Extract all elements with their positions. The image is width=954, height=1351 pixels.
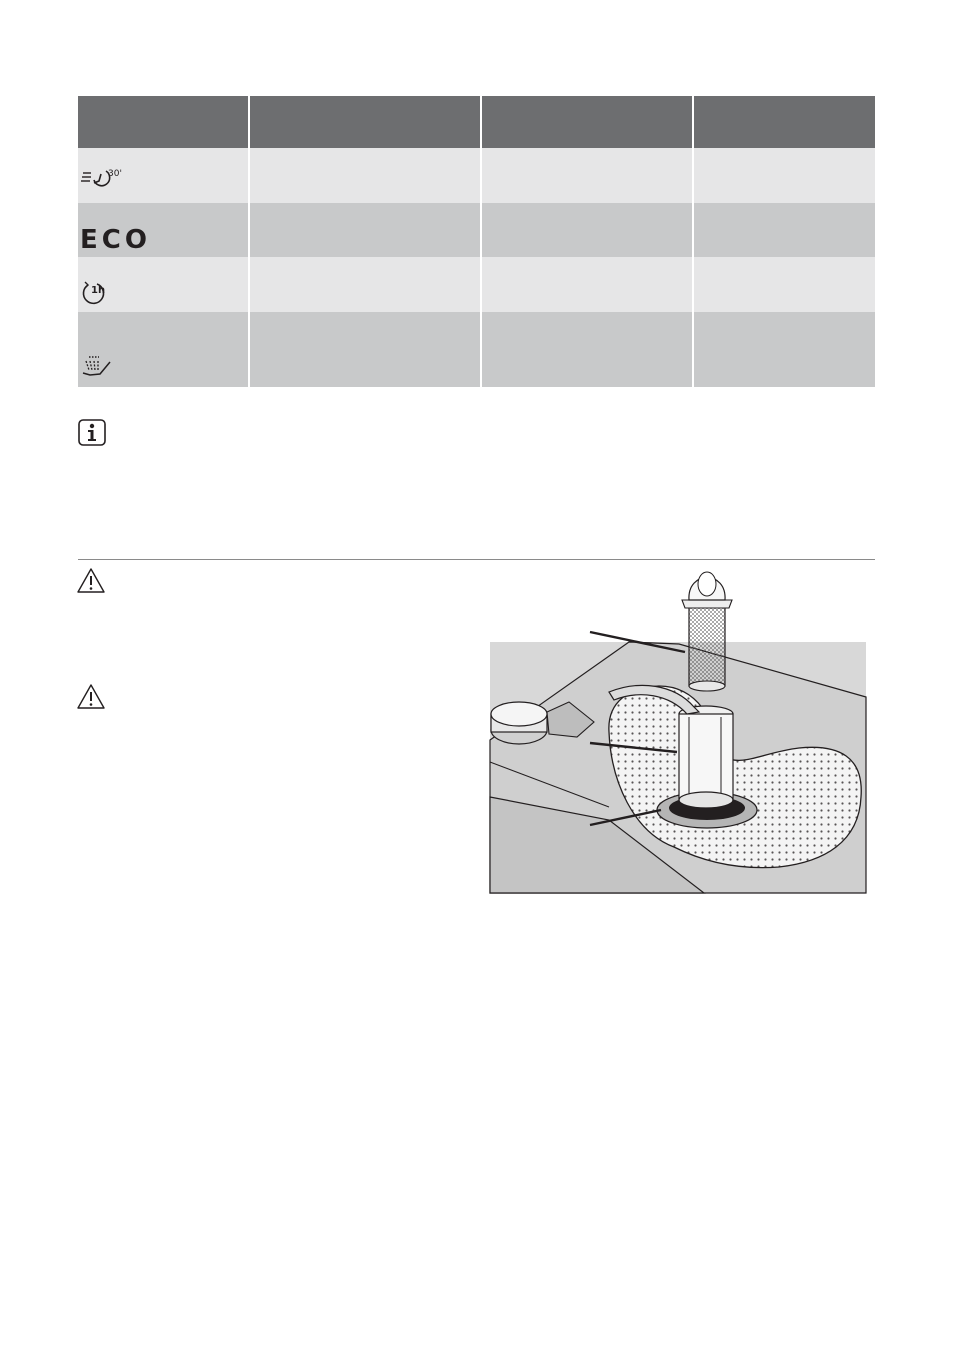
table-cell (482, 148, 694, 203)
table-row (78, 257, 875, 312)
table-header-row (78, 96, 875, 148)
svg-text:1h: 1h (91, 285, 106, 296)
eco-icon: ECO (80, 225, 151, 255)
warning-icon (76, 683, 106, 716)
table-cell (250, 203, 482, 257)
table-cell (250, 148, 482, 203)
quick-30-icon (80, 166, 128, 195)
header-cell (694, 96, 875, 148)
program-icon-cell (78, 203, 250, 257)
table-row (78, 203, 875, 257)
table-cell (482, 203, 694, 257)
header-cell (250, 96, 482, 148)
header-cell (482, 96, 694, 148)
warning-icon (76, 567, 106, 600)
program-icon-cell (78, 257, 250, 312)
program-table (78, 96, 875, 387)
table-cell (694, 257, 875, 312)
program-icon-cell (78, 312, 250, 387)
table-row (78, 312, 875, 387)
section-divider (78, 559, 875, 560)
header-cell (78, 96, 250, 148)
svg-text:30': 30' (108, 169, 122, 179)
filter-system-illustration (489, 562, 867, 899)
table-cell (482, 257, 694, 312)
one-hour-icon (80, 279, 110, 312)
table-cell (694, 203, 875, 257)
rinse-hold-icon (80, 354, 116, 383)
table-cell (250, 257, 482, 312)
program-icon-cell (78, 148, 250, 203)
table-cell (694, 148, 875, 203)
table-cell (694, 312, 875, 387)
info-icon (78, 419, 106, 451)
table-cell (482, 312, 694, 387)
table-row (78, 148, 875, 203)
table-cell (250, 312, 482, 387)
